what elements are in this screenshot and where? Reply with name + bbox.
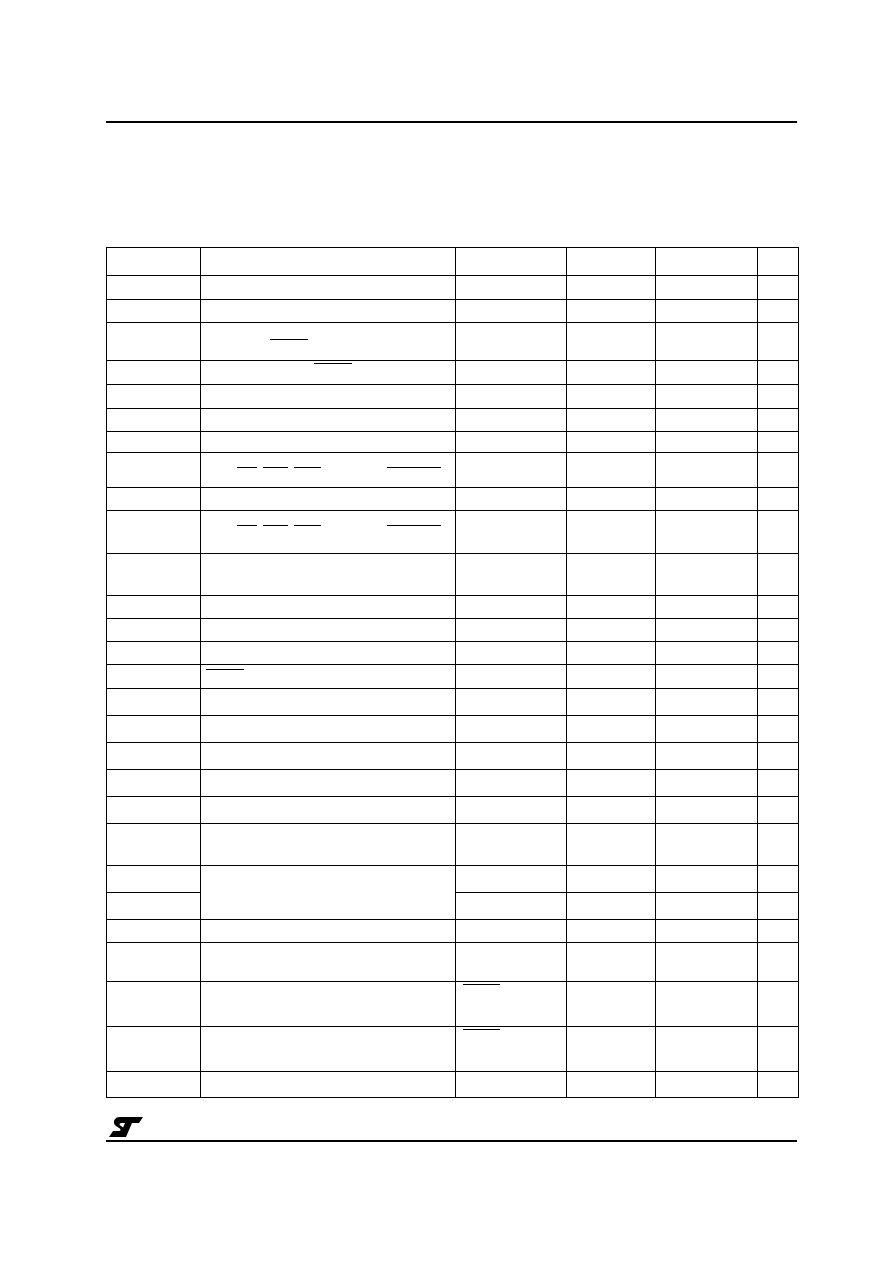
table-row-line	[106, 275, 799, 276]
table-row-line	[106, 823, 799, 824]
table-row-line	[106, 919, 799, 920]
table-row-line	[106, 408, 799, 409]
table-row-line	[106, 664, 799, 665]
table-row-line	[106, 487, 799, 488]
footer-rule	[106, 1140, 797, 1142]
table-row-line	[106, 431, 799, 432]
table-row-line	[106, 715, 799, 716]
table-row-line	[106, 1026, 799, 1027]
table-row-line	[106, 865, 799, 866]
table-column-line	[455, 247, 456, 1098]
overbar-mark	[387, 525, 441, 526]
table-column-line	[655, 247, 656, 1098]
table-row-line	[106, 595, 799, 596]
table-row-line	[106, 688, 799, 689]
overbar-mark	[463, 984, 500, 985]
table-row-line	[106, 360, 799, 361]
overbar-mark	[294, 467, 321, 468]
table-row-line	[106, 1097, 799, 1098]
table-row-line	[106, 510, 799, 511]
overbar-mark	[270, 339, 308, 340]
table-row-line	[106, 299, 799, 300]
table-row-line	[106, 452, 799, 453]
table-column-line	[798, 247, 799, 1098]
overbar-mark	[263, 467, 288, 468]
table-row-line	[106, 742, 799, 743]
overbar-mark	[237, 525, 257, 526]
table-row-line	[106, 796, 799, 797]
table-column-line	[200, 247, 201, 1098]
overbar-mark	[263, 525, 288, 526]
table-row-line	[106, 769, 799, 770]
table-column-line	[757, 247, 758, 1098]
table-column-line	[566, 247, 567, 1098]
table-row-line	[106, 1071, 799, 1072]
overbar-mark	[237, 467, 257, 468]
table-row-line	[106, 553, 799, 554]
table-row-line	[106, 641, 799, 642]
overbar-mark	[387, 467, 441, 468]
spec-table	[106, 247, 799, 1098]
overbar-mark	[294, 525, 321, 526]
table-row-line	[106, 322, 799, 323]
table-row-line	[106, 618, 799, 619]
overbar-mark	[463, 1029, 500, 1030]
table-row-line	[106, 942, 799, 943]
header-rule	[106, 121, 797, 123]
table-column-line	[106, 247, 107, 1098]
st-logo-icon	[108, 1116, 144, 1138]
merged-cell	[201, 891, 455, 894]
table-row-line	[106, 247, 799, 248]
table-row-line	[106, 384, 799, 385]
table-row-line	[106, 981, 799, 982]
overbar-mark	[314, 363, 352, 364]
overbar-mark	[206, 669, 244, 670]
